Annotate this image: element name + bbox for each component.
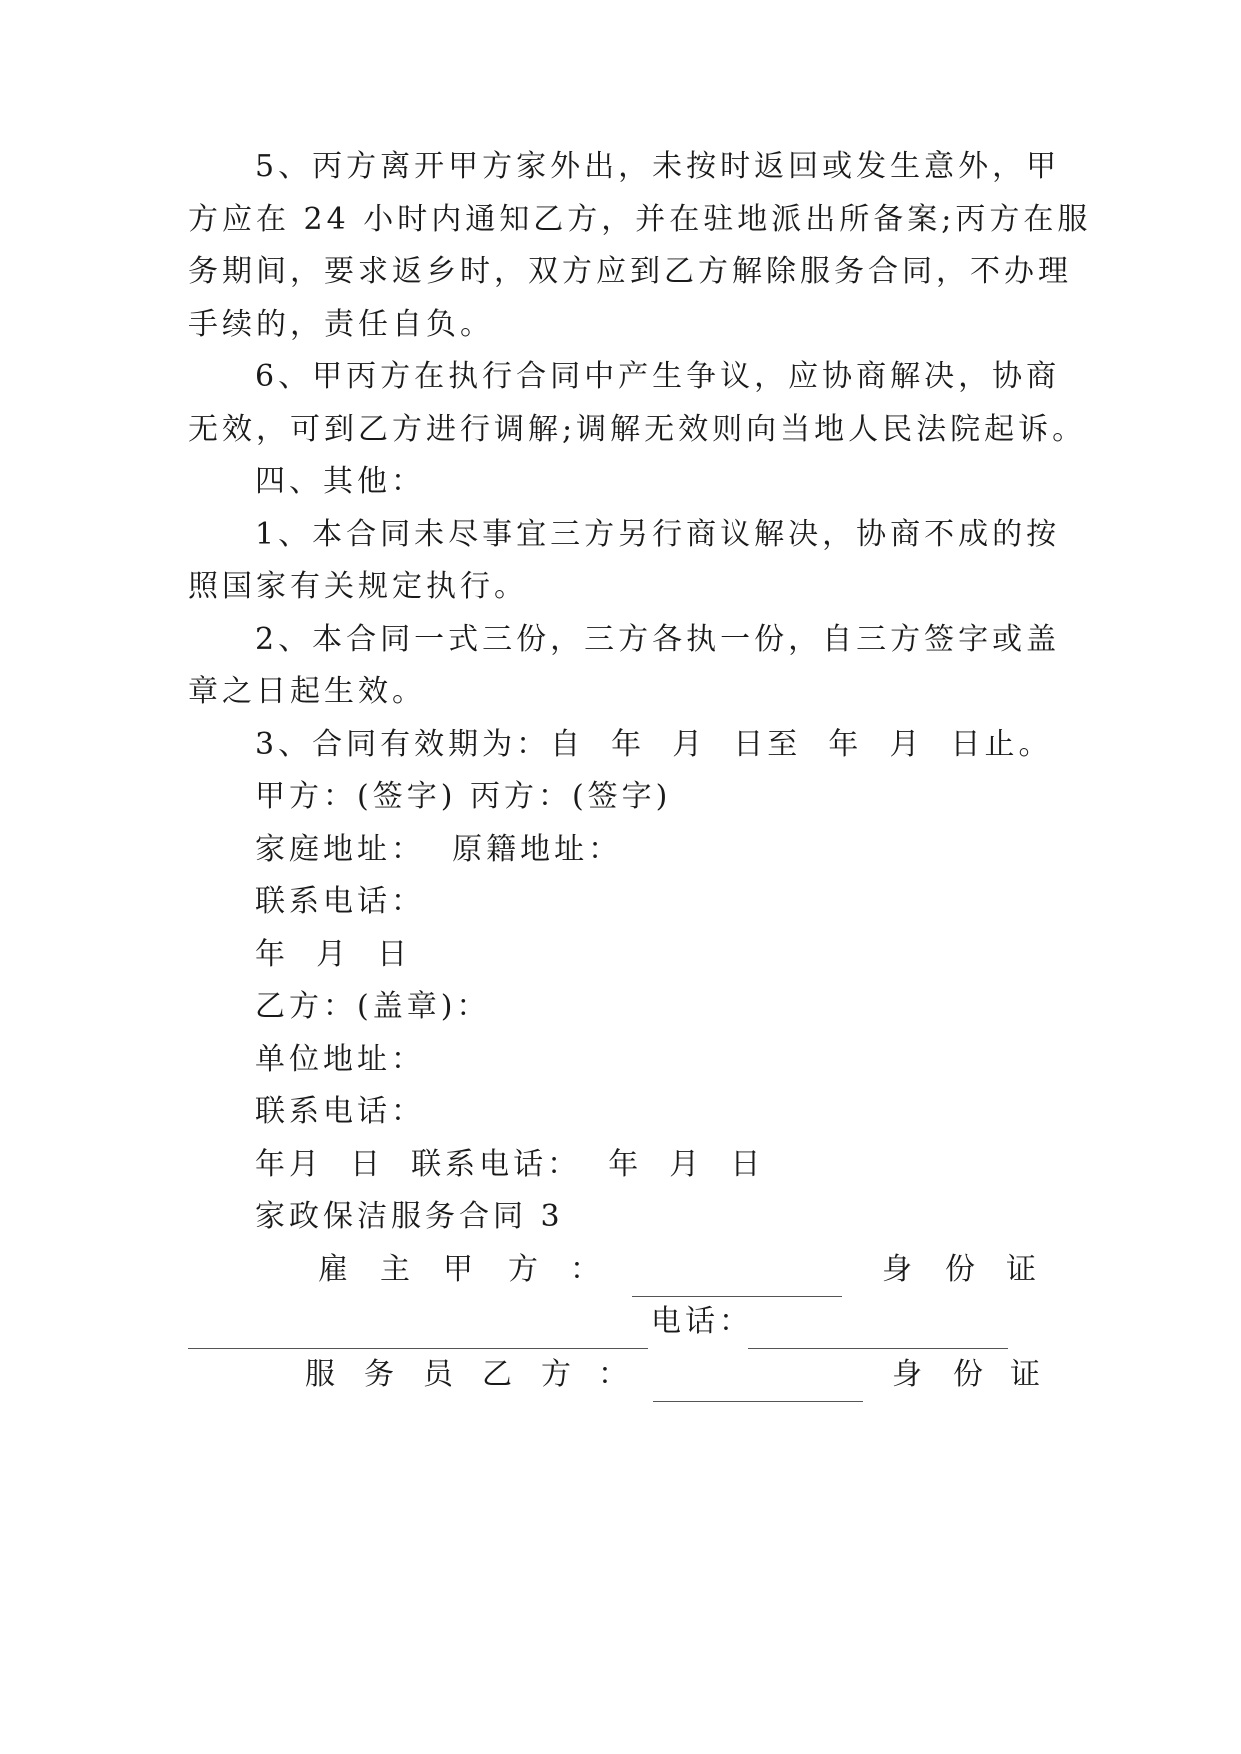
o1-line1: 1、本合同未尽事宜三方另行商议解决，协商不成的按 [255, 517, 1061, 552]
o2-line2: 章之日起生效。 [188, 674, 426, 709]
id2-char-1: 身 [892, 1357, 922, 1392]
next-contract-title: 家政保洁服务合同 3 [255, 1199, 564, 1234]
worker-char-5: 方 [541, 1357, 571, 1392]
signature-line-2: 家庭地址： 原籍地址： [255, 832, 623, 867]
id2-char-3: 证 [1010, 1357, 1040, 1392]
id-char-2: 份 [945, 1252, 975, 1287]
employer-char-5: ： [570, 1252, 600, 1287]
phone-label: 电话： [651, 1304, 753, 1339]
p6-line2: 无效，可到乙方进行调解;调解无效则向当地人民法院起诉。 [188, 412, 1087, 447]
id-number-blank [188, 1318, 648, 1349]
worker-name-blank [653, 1371, 863, 1402]
signature-line-4: 年 月 日 [255, 937, 412, 972]
signature-line-1: 甲方：(签字) 丙方：(签字) [255, 779, 672, 814]
section-heading: 四、其他： [255, 464, 425, 499]
id-char-1: 身 [882, 1252, 912, 1287]
p5-line3: 务期间，要求返乡时，双方应到乙方解除服务合同，不办理 [188, 254, 1072, 289]
employer-char-2: 主 [380, 1252, 410, 1287]
p5-line1: 5、丙方离开甲方家外出，未按时返回或发生意外，甲 [255, 149, 1061, 184]
worker-char-1: 服 [305, 1357, 335, 1392]
p5-line2: 方应在 24 小时内通知乙方，并在驻地派出所备案;丙方在服 [188, 202, 1092, 237]
id2-char-2: 份 [953, 1357, 983, 1392]
worker-char-6: ： [598, 1357, 628, 1392]
employer-char-3: 甲 [443, 1252, 473, 1287]
worker-char-3: 员 [423, 1357, 453, 1392]
worker-char-2: 务 [364, 1357, 394, 1392]
p6-line1: 6、甲丙方在执行合同中产生争议，应协商解决，协商 [255, 359, 1061, 394]
o1-line2: 照国家有关规定执行。 [188, 569, 528, 604]
employer-char-1: 雇 [318, 1252, 348, 1287]
p5-line4: 手续的，责任自负。 [188, 307, 494, 342]
signature-line-6: 单位地址： [255, 1042, 425, 1077]
worker-char-4: 乙 [482, 1357, 512, 1392]
employer-char-4: 方 [508, 1252, 538, 1287]
signature-line-7: 联系电话： [255, 1094, 425, 1129]
o3-line: 3、合同有效期为：自 年 月 日至 年 月 日止。 [255, 727, 1053, 762]
signature-line-8: 年月 日 联系电话： 年 月 日 [255, 1147, 765, 1182]
signature-line-3: 联系电话： [255, 884, 425, 919]
signature-line-5: 乙方：(盖章)： [255, 989, 491, 1024]
phone-blank [748, 1318, 1008, 1349]
id-char-3: 证 [1006, 1252, 1036, 1287]
o2-line1: 2、本合同一式三份，三方各执一份，自三方签字或盖 [255, 622, 1061, 657]
